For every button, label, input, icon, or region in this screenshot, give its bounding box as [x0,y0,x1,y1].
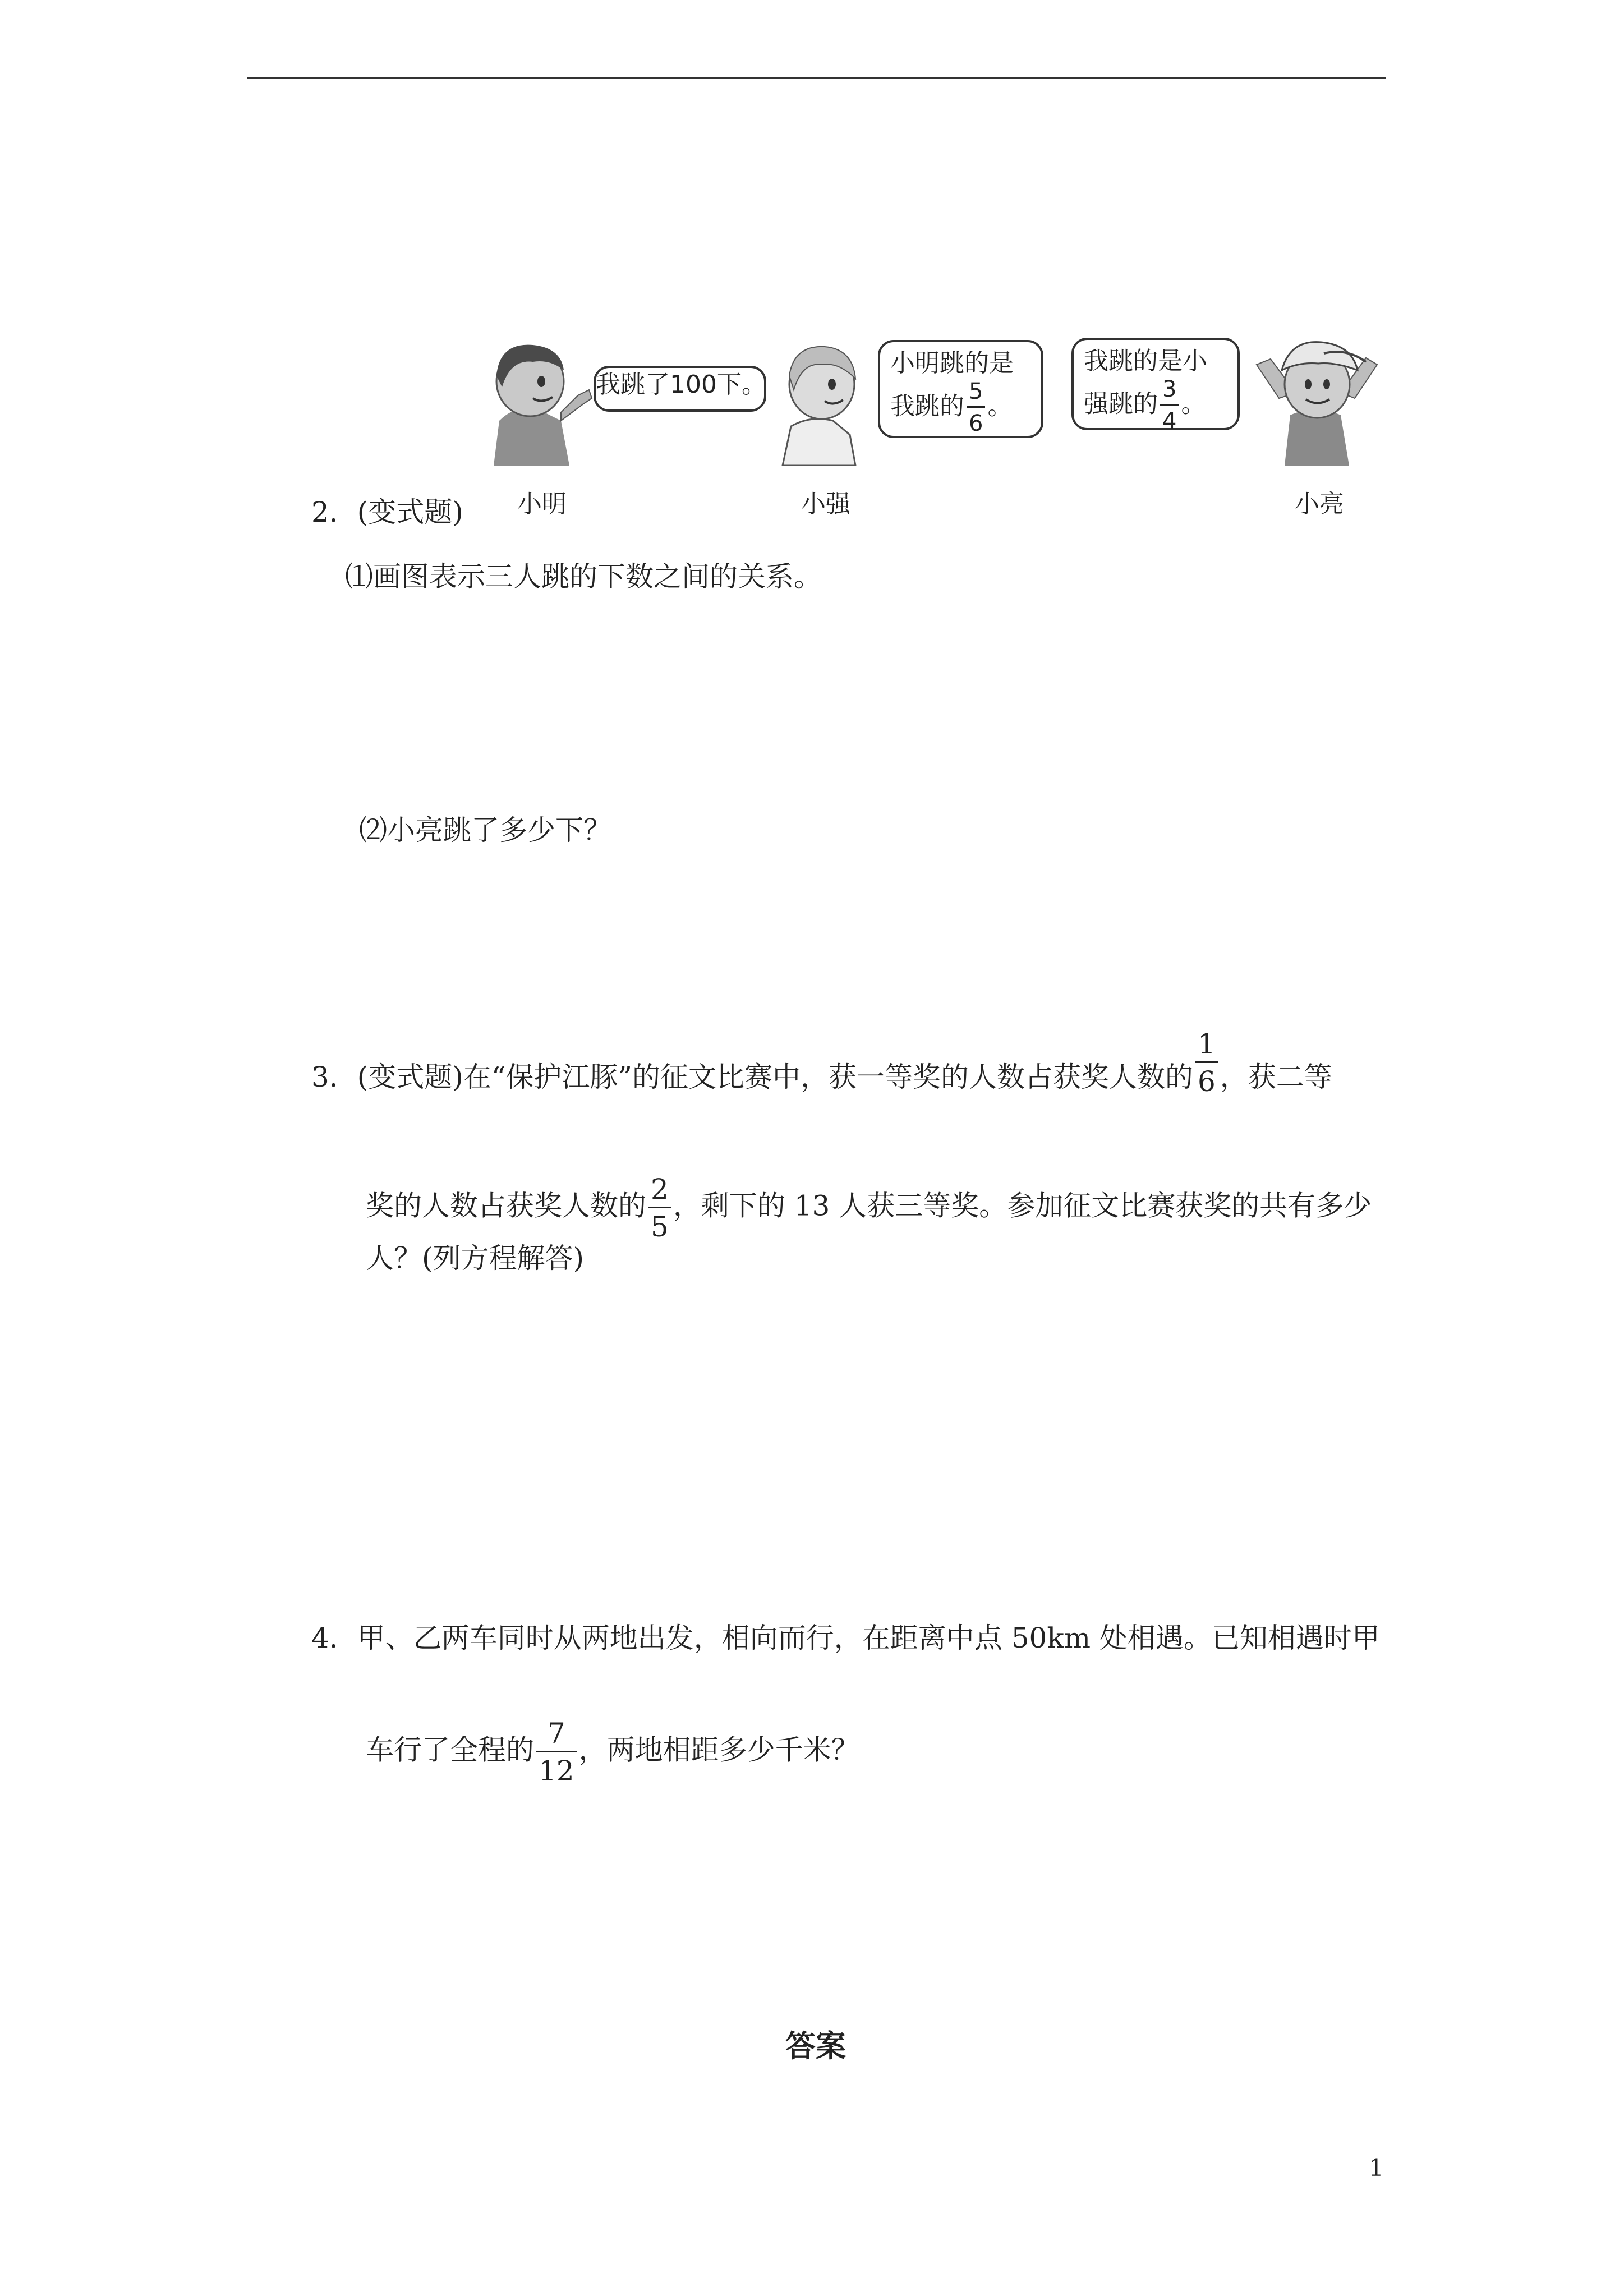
q4-line2: 车行了全程的 $\frac{7}{12}$ ，两地相距多少千米？ [366,1717,859,1787]
q3-line2: 奖的人数占获奖人数的 $\frac{2}{5}$ ，剩下的 13 人获三等奖。参加征文比赛获奖的共有多少 [366,1173,1372,1243]
q4-line1: 4．甲、乙两车同时从两地出发，相向而行，在距离中点 50km 处相遇。已知相遇时甲 [311,1622,1380,1654]
fraction-2-5: $\frac{2}{5}$ [648,1175,671,1241]
q3-line1: 3．(变式题)在“保护江豚”的征文比赛中，获一等奖的人数占获奖人数的 $\frac{1}{6}$ ，获二等 [311,1027,1332,1098]
speech-bubble-xiaoming [594,366,766,412]
name-xiaoqiang: 小强 [801,490,850,518]
name-xiaoming: 小明 [517,490,567,518]
speech-bubble-xiaoliang [1071,338,1240,434]
page-number: 1 [1369,2154,1384,2182]
q3-line3: 人？(列方程解答) [366,1242,585,1274]
speech-xiaoming: 我跳了100下。 [596,370,766,399]
boy-xiaoqiang-figure [771,337,872,466]
q2-part2: ⑵小亮跳了多少下？ [359,814,611,846]
speech-xiaoliang-line2: 强跳的 $\frac{3}{4}$ 。 [1084,376,1206,434]
fraction-5-6: $\frac{5}{6}$ [967,380,985,435]
fraction-3-4: $\frac{3}{4}$ [1160,378,1179,432]
speech-xiaoliang-line1: 我跳的是小 [1084,347,1207,375]
q2-label: 2．(变式题) [311,496,463,528]
speech-xiaoqiang-line1: 小明跳的是 [890,349,1014,378]
fraction-1-6: $\frac{1}{6}$ [1195,1030,1218,1096]
name-xiaoliang: 小亮 [1295,490,1344,518]
fraction-7-12: $\frac{7}{12}$ [536,1719,577,1785]
speech-bubble-xiaoqiang [878,340,1043,438]
boy-xiaoliang-figure [1245,331,1391,466]
illustration [0,0,1624,539]
speech-xiaoqiang-line2: 我跳的 $\frac{5}{6}$ 。 [890,379,1013,436]
answer-title: 答案 [785,2028,846,2064]
q2-part1: ⑴画图表示三人跳的下数之间的关系。 [345,560,822,593]
boy-xiaoming-figure [477,337,595,466]
